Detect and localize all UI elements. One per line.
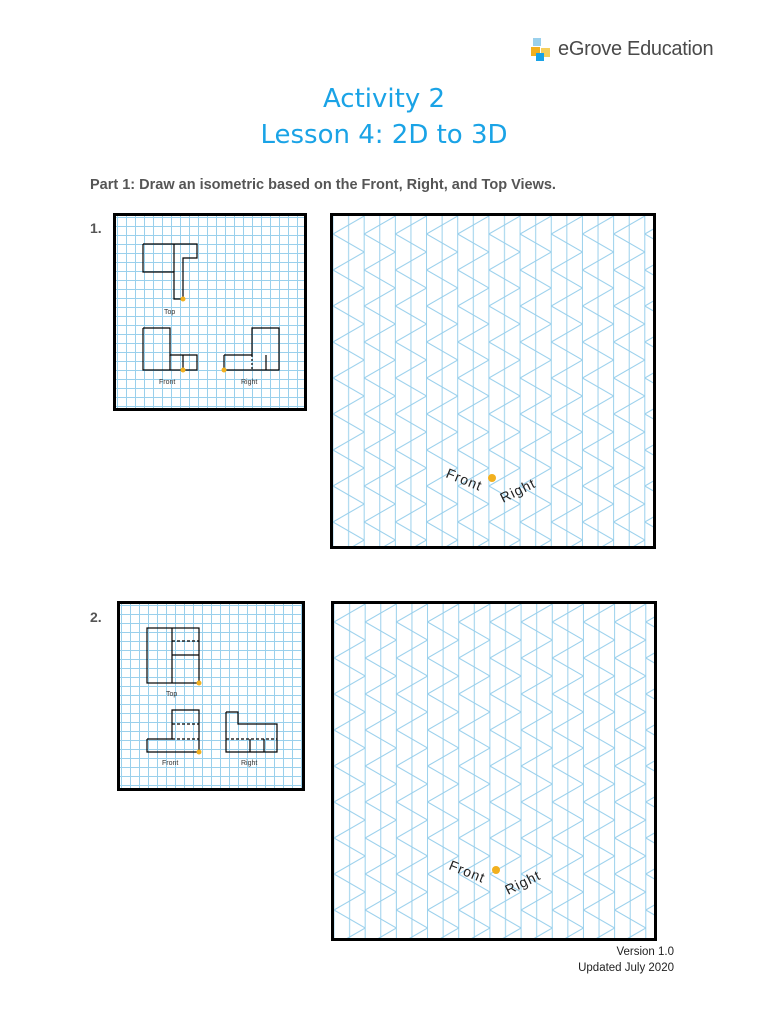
origin-marker: [492, 866, 500, 874]
orthographic-drawing: [120, 604, 302, 788]
brand-logo: [530, 36, 713, 62]
page-title: Activity 2: [322, 84, 446, 114]
top-view-label: Top: [166, 691, 178, 698]
problem-number: 1.: [90, 220, 102, 236]
origin-marker: [222, 368, 227, 373]
problem-number: 2.: [90, 609, 102, 625]
right-view-label: Right: [241, 379, 258, 386]
origin-marker: [488, 474, 496, 482]
cubes-logo-icon: [530, 36, 554, 62]
origin-marker: [181, 297, 186, 302]
page-subtitle: Lesson 4: 2D to 3D: [260, 120, 508, 150]
version-text: Version 1.0: [616, 946, 674, 958]
front-view-label: Front: [162, 760, 179, 767]
orthographic-drawing: [116, 216, 304, 408]
iso-front-label: Front: [446, 856, 488, 886]
iso-right-label: Right: [502, 866, 544, 898]
isometric-drawing-area[interactable]: [331, 601, 657, 941]
top-view-label: Top: [164, 309, 176, 316]
part-instruction: Part 1: Draw an isometric based on the Front, Right, and Top Views.: [90, 177, 556, 193]
front-view-label: Front: [159, 379, 176, 386]
isometric-drawing-area[interactable]: [330, 213, 656, 549]
updated-text: Updated July 2020: [578, 962, 674, 974]
orthographic-views-panel: [117, 601, 305, 791]
isometric-grid: [334, 604, 654, 938]
iso-right-label: Right: [497, 474, 539, 506]
brand-name: eGrove Education: [558, 37, 714, 60]
right-view-label: Right: [241, 760, 258, 767]
orthographic-views-panel: [113, 213, 307, 411]
origin-marker: [197, 750, 202, 755]
iso-front-label: Front: [443, 464, 485, 494]
origin-marker: [197, 681, 202, 686]
origin-marker: [181, 368, 186, 373]
isometric-grid: [333, 216, 653, 546]
